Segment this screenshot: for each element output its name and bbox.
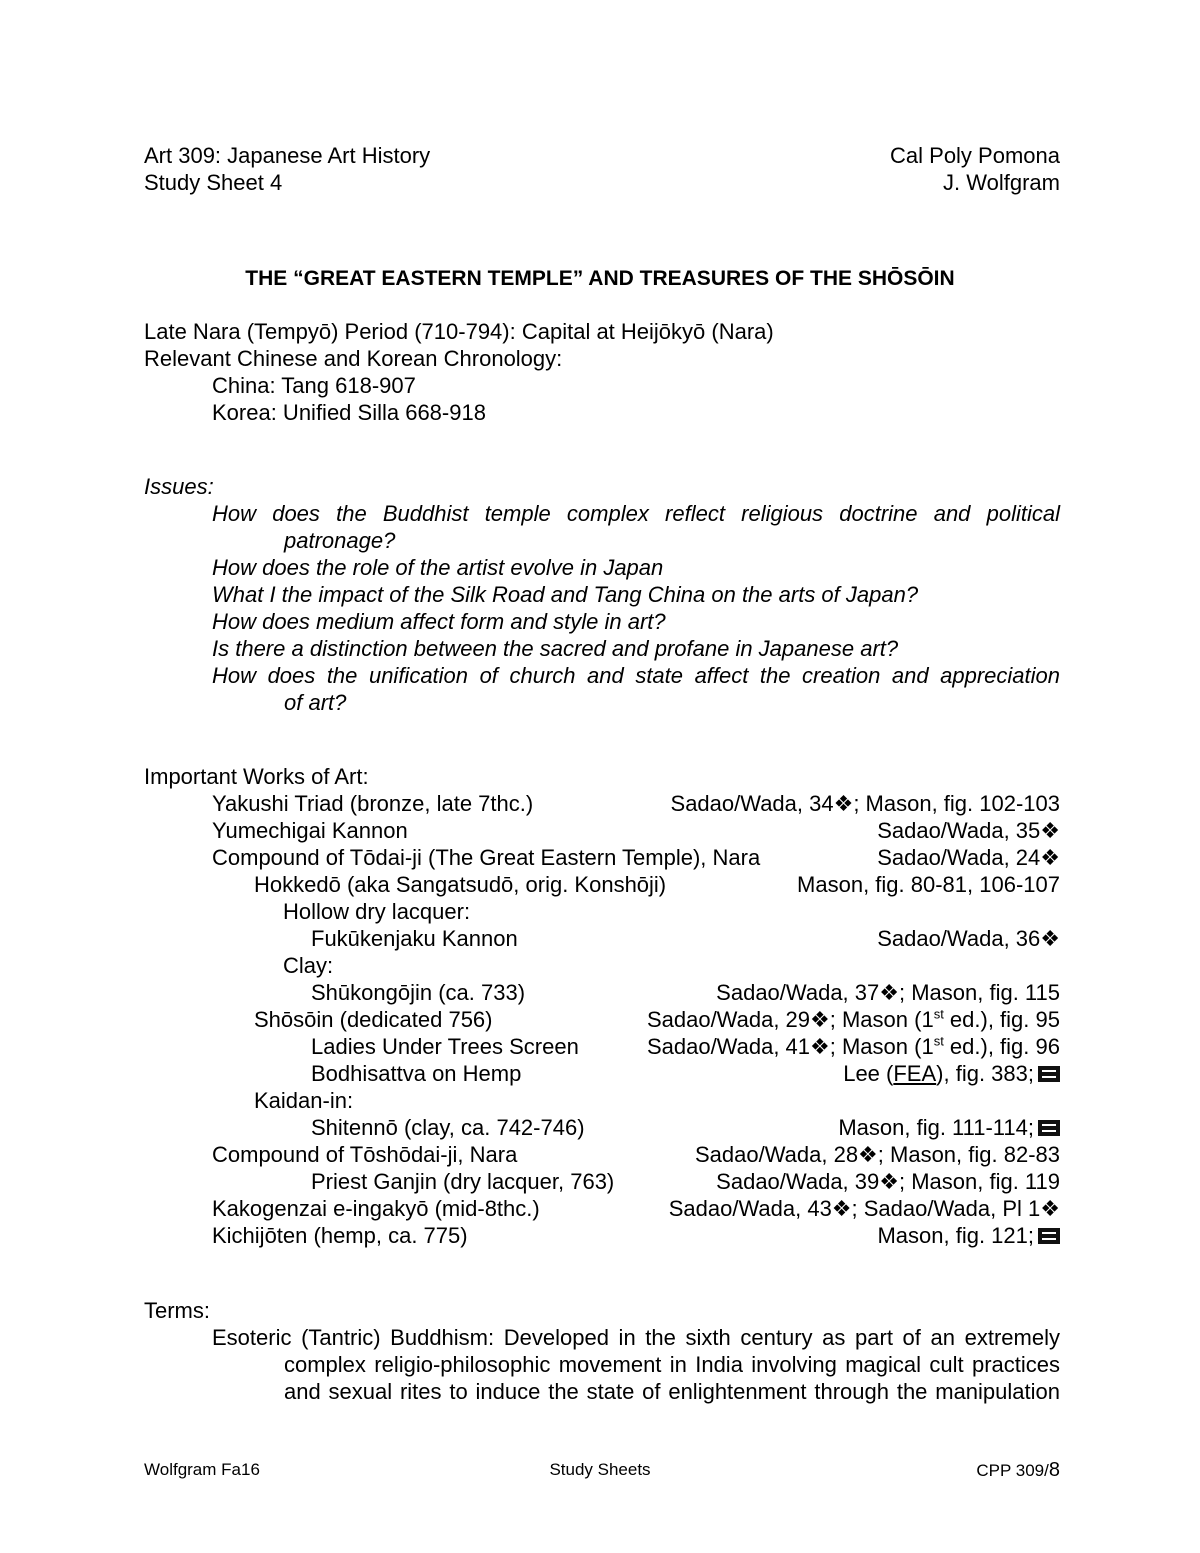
ref-text: Sadao/Wada, 29❖; Mason (1: [646, 1007, 934, 1032]
ref-text: Mason, fig. 121;: [877, 1223, 1034, 1248]
work-title: Hokkedō (aka Sangatsudō, orig. Konshōji): [254, 872, 667, 897]
work-title: Shitennō (clay, ca. 742-746): [311, 1115, 585, 1140]
work-reference: Sadao/Wada, 35❖: [877, 818, 1060, 843]
work-title: Shūkongōjin (ca. 733): [311, 980, 526, 1005]
ref-text: Sadao/Wada, 41❖; Mason (1: [646, 1034, 934, 1059]
ref-text: Mason, fig. 111-114;: [838, 1115, 1034, 1140]
work-reference: Sadao/Wada, 39❖; Mason, fig. 119: [716, 1169, 1060, 1194]
work-subheading: Clay:: [283, 953, 334, 978]
issue-item: Is there a distinction between the sacred and profane in Japanese art?: [212, 636, 899, 661]
issues-label: Issues:: [144, 474, 214, 499]
work-subheading: Kaidan-in:: [254, 1088, 354, 1113]
korea-chronology: Korea: Unified Silla 668-918: [212, 400, 486, 425]
ref-text: ed.), fig. 96: [943, 1034, 1060, 1059]
work-reference: [877, 1222, 1060, 1249]
issue-item: How does the role of the artist evolve in Japan: [212, 555, 664, 580]
issue-item: [212, 662, 1060, 716]
film-reel-icon: [1038, 1120, 1060, 1136]
film-reel-icon: [1038, 1066, 1060, 1082]
work-reference: Sadao/Wada, 36❖: [877, 926, 1060, 951]
work-subheading: Hollow dry lacquer:: [283, 899, 471, 924]
terms-label: Terms:: [144, 1298, 210, 1323]
instructor-name: J. Wolfgram: [943, 170, 1060, 195]
work-title: Compound of Tōdai-ji (The Great Eastern Temple), Nara: [212, 845, 761, 870]
course-title: Art 309: Japanese Art History: [144, 143, 431, 168]
ref-underlined: FEA: [893, 1061, 937, 1086]
work-title: Yakushi Triad (bronze, late 7thc.): [212, 791, 534, 816]
work-reference: Mason, fig. 80-81, 106-107: [797, 872, 1060, 897]
term-text-cont: and sexual rites to induce the state of enlightenment through the manipulation: [284, 1379, 1060, 1404]
issue-item: [212, 500, 1060, 554]
footer-course-code: CPP 309/: [976, 1461, 1049, 1480]
work-reference: Sadao/Wada, 34❖; Mason, fig. 102-103: [670, 791, 1060, 816]
ref-text: Lee (: [843, 1061, 894, 1086]
china-chronology: China: Tang 618-907: [212, 373, 416, 398]
work-title: Kakogenzai e-ingakyō (mid-8thc.): [212, 1196, 540, 1221]
work-reference: Sadao/Wada, 24❖: [877, 845, 1060, 870]
ref-text: ed.), fig. 95: [943, 1007, 1060, 1032]
issue-item: What I the impact of the Silk Road and Tang China on the arts of Japan?: [212, 582, 919, 607]
work-title: Compound of Tōshōdai-ji, Nara: [212, 1142, 518, 1167]
film-reel-icon: [1038, 1228, 1060, 1244]
work-title: Shōsōin (dedicated 756): [254, 1007, 493, 1032]
work-reference: [647, 1033, 1060, 1060]
work-title: Bodhisattva on Hemp: [311, 1061, 522, 1086]
ref-superscript: st: [933, 1033, 944, 1049]
works-label: Important Works of Art:: [144, 764, 369, 789]
footer-center: Study Sheets: [549, 1460, 651, 1479]
page-number: 8: [1048, 1459, 1060, 1481]
term-text-cont: complex religio-philosophic movement in India involving magical cult practices: [284, 1352, 1060, 1377]
page-title: THE “GREAT EASTERN TEMPLE” AND TREASURES OF THE SHŌSŌIN: [245, 267, 955, 290]
work-reference: [838, 1114, 1060, 1141]
work-title: Fukūkenjaku Kannon: [311, 926, 518, 951]
issue-text: How does the Buddhist temple complex reflect religious doctrine and political: [212, 501, 1060, 526]
issue-item: How does medium affect form and style in art?: [212, 609, 666, 634]
work-title: Kichijōten (hemp, ca. 775): [212, 1223, 468, 1248]
chronology-label: Relevant Chinese and Korean Chronology:: [144, 346, 563, 371]
term-text: Esoteric (Tantric) Buddhism: Developed in the sixth century as part of an extremely: [212, 1325, 1060, 1350]
school-name: Cal Poly Pomona: [890, 143, 1060, 168]
work-title: Yumechigai Kannon: [212, 818, 408, 843]
work-reference: [843, 1060, 1060, 1087]
work-reference: Sadao/Wada, 37❖; Mason, fig. 115: [716, 980, 1060, 1005]
footer-page-number: [976, 1460, 1060, 1481]
issue-text: How does the unification of church and state affect the creation and appreciation: [212, 663, 1060, 688]
work-title: Priest Ganjin (dry lacquer, 763): [311, 1169, 615, 1194]
work-title: Ladies Under Trees Screen: [311, 1034, 579, 1059]
issue-text-cont: of art?: [284, 690, 347, 715]
ref-superscript: st: [933, 1006, 944, 1022]
issue-text-cont: patronage?: [284, 528, 396, 553]
footer-left: Wolfgram Fa16: [144, 1460, 260, 1479]
term-definition: [212, 1324, 1060, 1405]
work-reference: Sadao/Wada, 43❖; Sadao/Wada, Pl 1❖: [668, 1196, 1060, 1221]
work-reference: Sadao/Wada, 28❖; Mason, fig. 82-83: [694, 1142, 1060, 1167]
period-line: Late Nara (Tempyō) Period (710-794): Capital at Heijōkyō (Nara): [144, 319, 774, 344]
ref-text: ), fig. 383;: [936, 1061, 1034, 1086]
sheet-label: Study Sheet 4: [144, 170, 283, 195]
work-reference: [647, 1006, 1060, 1033]
